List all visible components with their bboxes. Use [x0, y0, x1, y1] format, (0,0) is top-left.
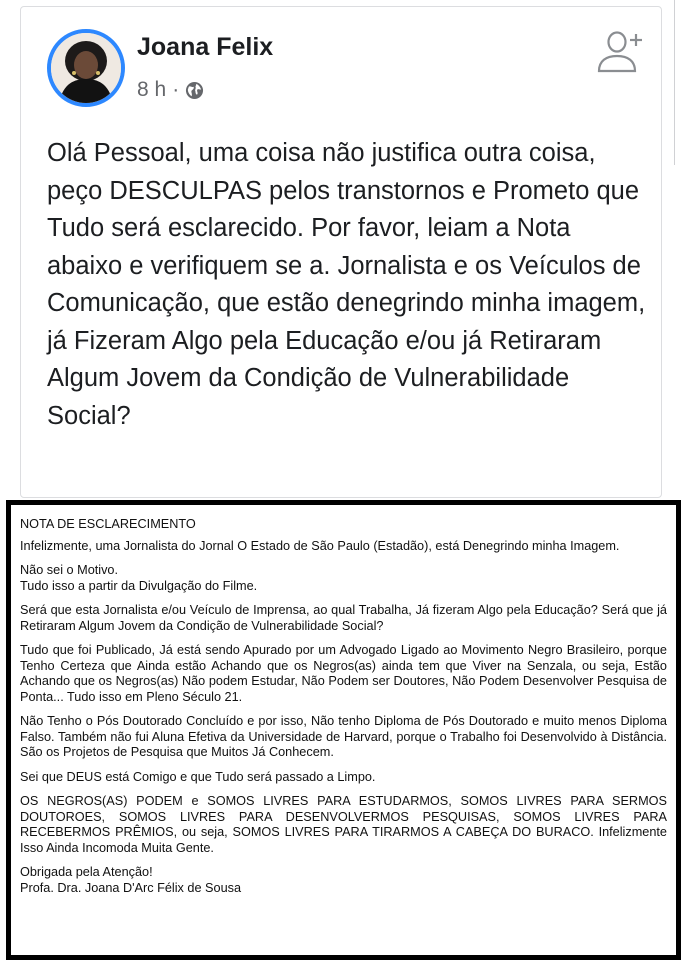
note-title: NOTA DE ESCLARECIMENTO — [20, 517, 196, 531]
note-paragraph-2 — [20, 563, 667, 594]
note-paragraph-3: Será que esta Jornalista e/ou Veículo de Imprensa, ao qual Trabalha, Já fizeram Algo pela Educação? Será que já Retiraram Algum Jovem da Condição de Vulnerabilidade Social? — [20, 603, 667, 633]
note-closing — [20, 865, 667, 896]
note-paragraph-6: Sei que DEUS está Comigo e que Tudo será passado a Limpo. — [20, 769, 376, 784]
avatar-photo-icon — [51, 33, 121, 103]
note-thanks: Obrigada pela Atenção! — [20, 865, 153, 879]
note-paragraph-5: Não Tenho o Pós Doutorado Concluído e por isso, Não tenho Diploma de Pós Doutorado e muito menos Diploma Falso. Também não fui Aluna Efetiva da Universidade de Harvard, porque o Trabalho foi Desenvolvido à Distância. São os Projetos de Pesquisa que Muitos Já Conhecem. — [20, 714, 667, 759]
note-paragraph-1: Infelizmente, uma Jornalista do Jornal O Estado de São Paulo (Estadão), está Denegrindo minha Imagem. — [20, 538, 620, 553]
page-edge-divider — [674, 0, 675, 165]
post-author-name[interactable]: Joana Felix — [137, 33, 274, 61]
post-timestamp[interactable]: 8 h — [137, 78, 167, 101]
note-signature: Profa. Dra. Joana D'Arc Félix de Sousa — [20, 880, 242, 895]
facebook-post-card — [20, 6, 662, 498]
note-paragraph-4: Tudo que foi Publicado, Já está sendo Apurado por um Advogado Ligado ao Movimento Negro Brasileiro, porque Tenho Certeza que Ainda estão Achando que os Negros(as) ainda tem que Viver na Senzala, ou seja, Estão Achando que os Negros(as) Não podem Estudar, Não Podem ser Doutores, Não Podem Desenvolver Pesquisa de Ponta... Tudo isso em Pleno Século 21. — [20, 643, 667, 704]
globe-icon[interactable] — [185, 81, 204, 100]
meta-separator: · — [172, 78, 180, 101]
clarification-note-image — [6, 500, 681, 960]
post-body-text: Olá Pessoal, uma coisa não justifica outra coisa, peço DESCULPAS pelos transtornos e Prometo que Tudo será esclarecido. Por favor, leiam a Nota abaixo e verifiquem se a. Jornalista e os Veículos de Comunicação, que estão denegrindo minha imagem, já Fizeram Algo pela Educação e/ou já Retiraram Algum Jovem da Condição de Vulnerabilidade Social? — [47, 139, 646, 430]
note-paragraph-7: OS NEGROS(AS) PODEM e SOMOS LIVRES PARA ESTUDARMOS, SOMOS LIVRES PARA SERMOS DOUTOROES, SOMOS LIVRES PARA DESENVOLVERMOS PESQUISAS, SOMOS LIVRES PARA RECEBERMOS PRÊMIOS, ou seja, SOMOS LIVRES PARA TIRARMOS A CABEÇA DO BURACO. Infelizmente Isso Ainda Incomoda Muita Gente. — [20, 794, 667, 855]
avatar[interactable] — [47, 29, 125, 107]
note-paragraph-2-line-2: Tudo isso a partir da Divulgação do Filme. — [20, 578, 258, 593]
add-friend-icon[interactable] — [595, 29, 645, 73]
post-meta — [137, 77, 204, 103]
note-paragraph-2-line-1: Não sei o Motivo. — [20, 563, 119, 577]
